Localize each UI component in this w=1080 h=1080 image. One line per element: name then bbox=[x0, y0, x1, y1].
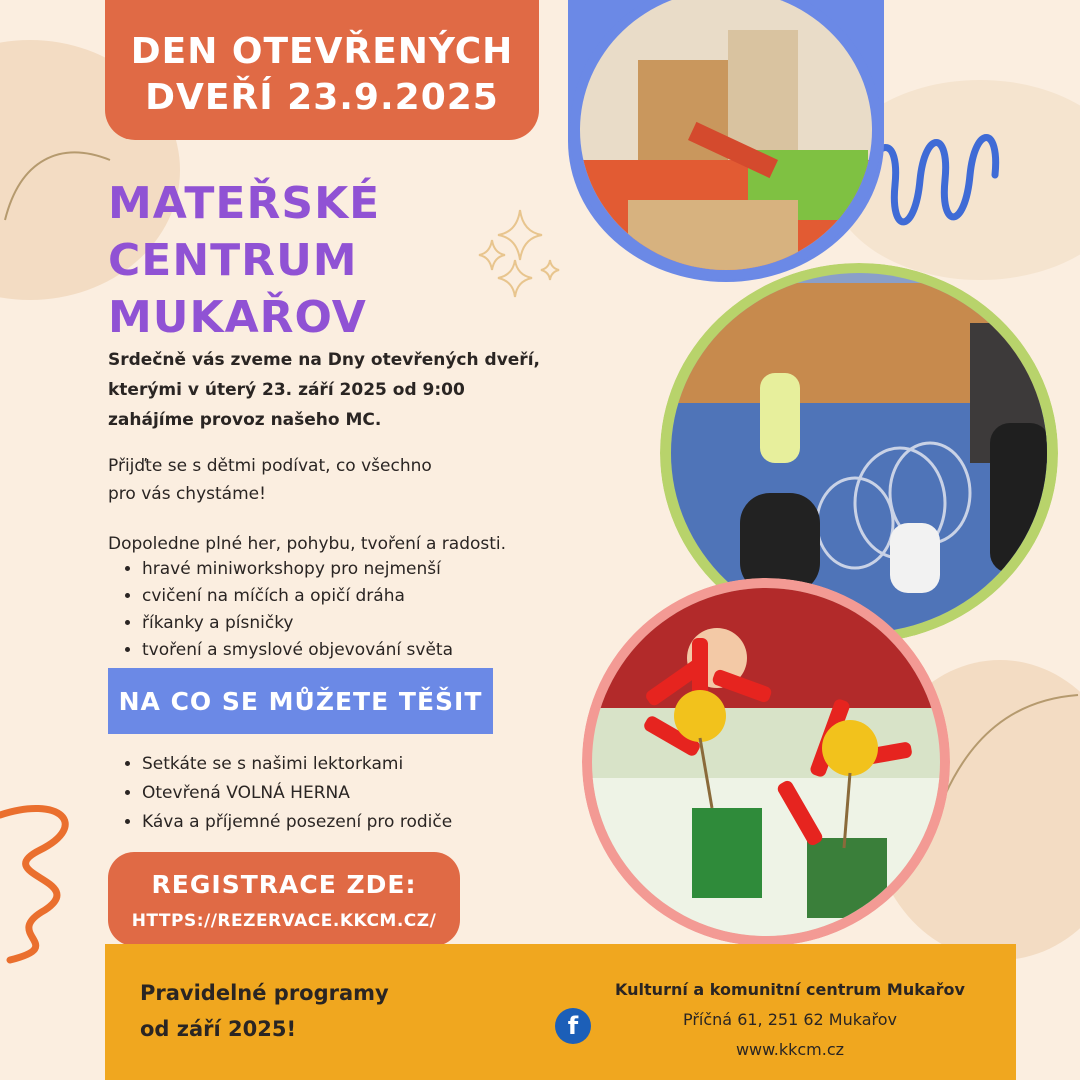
decor-curve-right bbox=[940, 690, 1080, 800]
facebook-icon[interactable]: f bbox=[555, 1008, 591, 1044]
photo-playroom bbox=[568, 0, 884, 282]
program-paragraph: Dopoledne plné her, pohybu, tvoření a radosti. bbox=[108, 534, 507, 554]
invitation-paragraph bbox=[108, 452, 528, 508]
banner-line-2: DVEŘÍ 23.9.2025 bbox=[145, 77, 499, 118]
registration-box[interactable] bbox=[108, 852, 460, 946]
footer-left-line-1: Pravidelné programy bbox=[140, 981, 389, 1005]
title-line-2: CENTRUM bbox=[108, 235, 358, 286]
list-item: • říkanky a písničky bbox=[142, 610, 568, 637]
list-item: • hravé miniworkshopy pro nejmenší bbox=[142, 556, 568, 583]
footer-contact bbox=[595, 975, 985, 1065]
intro-line-1: Srdečně vás zveme na Dny otevřených dveří, bbox=[108, 350, 540, 370]
title-line-3: MUKAŘOV bbox=[108, 292, 367, 343]
list-item: • cvičení na míčích a opičí dráha bbox=[142, 583, 568, 610]
title-line-1: MATEŘSKÉ bbox=[108, 178, 381, 229]
list-item: • Otevřená VOLNÁ HERNA bbox=[142, 779, 568, 808]
squiggle-orange-icon bbox=[0, 795, 110, 965]
activities-list bbox=[108, 556, 568, 664]
invitation-line-2: pro vás chystáme! bbox=[108, 484, 266, 504]
organization-website[interactable]: www.kkcm.cz bbox=[735, 1040, 845, 1059]
highlights-banner: NA CO SE MŮŽETE TĚŠIT bbox=[108, 668, 493, 734]
footer-programs-note bbox=[140, 975, 389, 1047]
footer-left-line-2: od září 2025! bbox=[140, 1017, 297, 1041]
decor-curve-left bbox=[0, 120, 120, 230]
event-date-banner bbox=[105, 0, 539, 140]
organization-address: Příčná 61, 251 62 Mukařov bbox=[682, 1010, 898, 1029]
intro-line-2: kterými v úterý 23. září 2025 od 9:00 bbox=[108, 380, 465, 400]
list-item: • tvoření a smyslové objevování světa bbox=[142, 637, 568, 664]
registration-heading: REGISTRACE ZDE: bbox=[151, 870, 417, 899]
banner-line-1: DEN OTEVŘENÝCH bbox=[130, 31, 514, 72]
intro-text bbox=[108, 345, 568, 435]
photo-paper-flowers bbox=[582, 578, 950, 946]
invitation-line-1: Přijďte se s dětmi podívat, co všechno bbox=[108, 456, 432, 476]
intro-line-3: zahájíme provoz našeho MC. bbox=[108, 410, 382, 430]
page-title bbox=[108, 175, 488, 346]
list-item: • Káva a příjemné posezení pro rodiče bbox=[142, 808, 568, 837]
organization-name: Kulturní a komunitní centrum Mukařov bbox=[615, 980, 965, 999]
list-item: • Setkáte se s našimi lektorkami bbox=[142, 750, 568, 779]
highlights-list bbox=[108, 750, 568, 837]
registration-link[interactable]: HTTPS://REZERVACE.KKCM.CZ/ bbox=[131, 911, 437, 931]
